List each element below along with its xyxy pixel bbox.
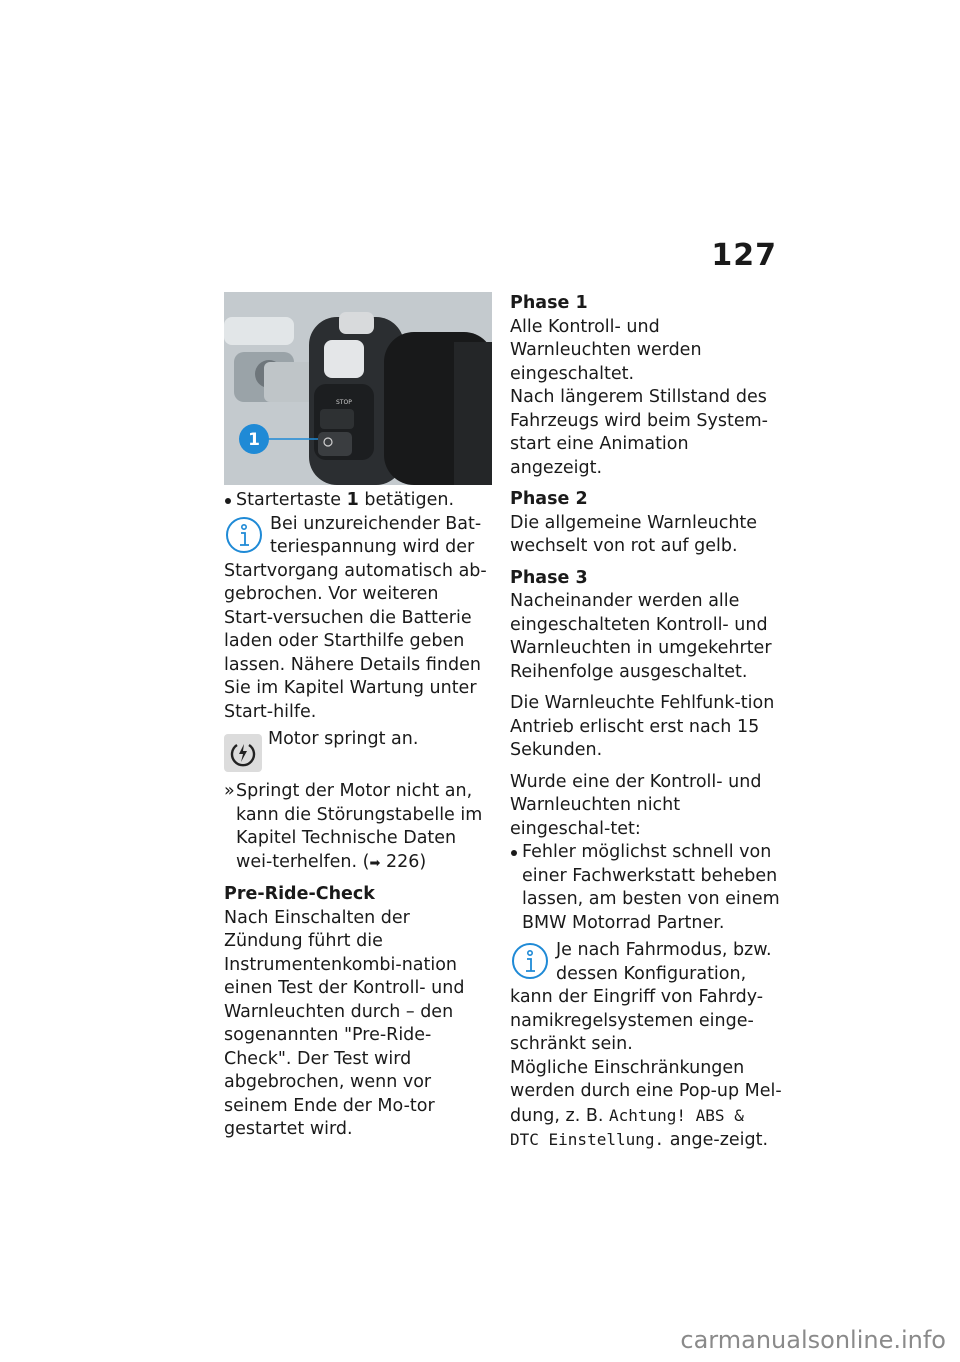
- button-stop-label: STOP: [336, 399, 352, 406]
- right-column: [510, 292, 782, 1153]
- popup-message: Achtung! ABS & DTC Einstellung.: [510, 1105, 744, 1149]
- preride-text: Nach Einschalten der Zündung führt die Instrumentenkombi-nation einen Test der Kontroll- und Warnleuchten durch – den sogenannten "Pre-Ride-Check". Der Test wird abgebrochen, wenn vor seinem Ende der Mo-tor gestartet wird.: [224, 907, 465, 1139]
- malfunction-text: Die Warnleuchte Fehlfunk-tion Antrieb erlischt erst nach 15 Sekunden.: [510, 693, 775, 760]
- popup-text-b: ange-zeigt.: [664, 1130, 769, 1150]
- not-lit-text: Wurde eine der Kontroll- und Warnleuchten nicht eingeschal-tet:: [510, 771, 762, 839]
- phase2-text: Die allgemeine Warnleuchte wechselt von rot auf gelb.: [510, 512, 758, 556]
- battery-note-text: Bei unzureichender Bat-teriespannung wird der Startvorgang automatisch ab-gebrochen. Vor weiteren Start-versuchen die Batterie laden oder Starthilfe geben lassen. Nähere Details finden Sie im Kapitel Wartung unter Start-hilfe.: [224, 513, 487, 722]
- battery-note: [224, 513, 492, 725]
- handlebar-illustration: [224, 292, 492, 485]
- phase3-heading: Phase 3: [510, 567, 588, 588]
- motor-result-text: Motor springt an.: [268, 729, 419, 749]
- troubleshoot-hint: [224, 780, 492, 875]
- engine-start-icon: [224, 734, 262, 772]
- ride-mode-note: [510, 939, 782, 1153]
- phase2-heading: Phase 2: [510, 489, 588, 509]
- page-ref-arrow-icon: ➡: [369, 855, 381, 871]
- workshop-bullet: Fehler möglichst schnell von einer Fachwerkstatt beheben lassen, am besten von einem BMW Motorrad Partner.: [510, 841, 782, 935]
- step-text-b: betätigen.: [358, 490, 455, 510]
- handlebar-photo: [224, 292, 492, 485]
- info-icon: [510, 941, 550, 981]
- phase1-text-b: Nach längerem Stillstand des Fahrzeugs wird beim System-start eine Animation angezeigt.: [510, 387, 768, 478]
- preride-heading: Pre-Ride-Check: [224, 884, 375, 904]
- info-icon: [224, 515, 264, 555]
- step-start: [224, 489, 492, 513]
- motor-result: [224, 728, 492, 772]
- phase1-text-a: Alle Kontroll- und Warnleuchten werden eingeschaltet.: [510, 316, 702, 384]
- ride-mode-note-text: Je nach Fahrmodus, bzw. dessen Konfiguration, kann der Eingriff von Fahrdy-namikregelsystemen einge-schränkt sein.: [510, 940, 772, 1054]
- step-text-a: Startertaste: [236, 490, 347, 510]
- phase1-heading: Phase 1: [510, 293, 588, 313]
- watermark: carmanualsonline.info: [680, 1326, 946, 1354]
- callout-1: 1: [248, 430, 260, 450]
- page-number: 127: [711, 238, 777, 273]
- troubleshoot-text: Springt der Motor nicht an, kann die Störungstabelle im Kapitel Technische Daten wei-terhelfen. (: [236, 781, 483, 872]
- result-marker: »: [224, 781, 235, 801]
- left-column: [224, 292, 492, 1142]
- phase3-text: Nacheinander werden alle eingeschalteten Kontroll- und Warnleuchten in umgekehrter Reihenfolge ausgeschaltet.: [510, 591, 772, 682]
- popup-note: [510, 1057, 782, 1153]
- popup-text-a: Mögliche Einschränkungen werden durch eine Pop-up Mel-dung, z. B.: [510, 1057, 782, 1126]
- troubleshoot-ref: 226): [380, 851, 427, 872]
- step-ref: 1: [346, 490, 359, 510]
